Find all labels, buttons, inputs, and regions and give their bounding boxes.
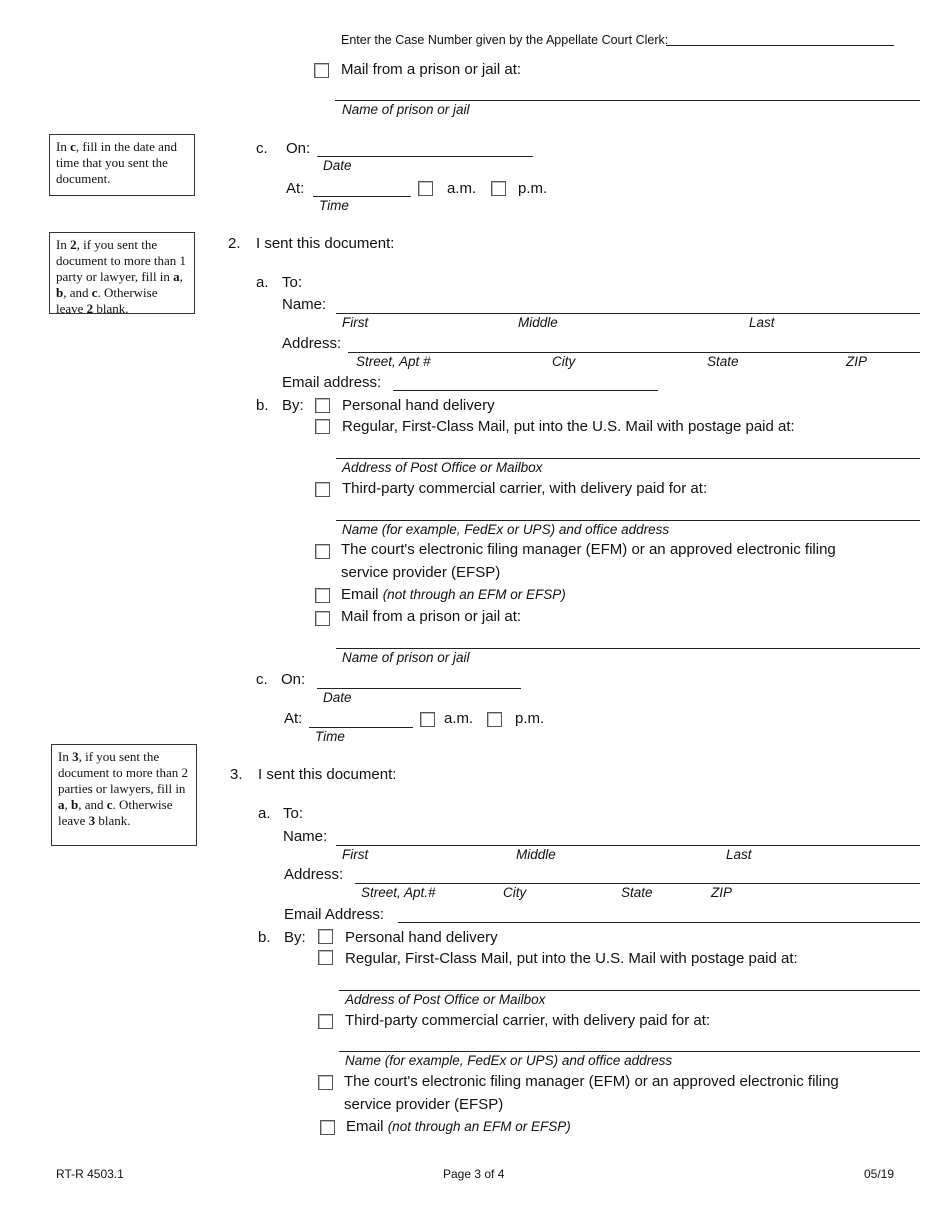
s2-po-address-input[interactable] bbox=[336, 458, 920, 459]
s2-b-letter: b. bbox=[256, 397, 269, 414]
section-3-heading: I sent this document: bbox=[258, 766, 397, 783]
s3-address-input[interactable] bbox=[355, 883, 920, 884]
s2-third-party-checkbox[interactable] bbox=[315, 482, 330, 497]
s2-po-caption: Address of Post Office or Mailbox bbox=[342, 460, 543, 475]
s2-email-checkbox[interactable] bbox=[315, 588, 330, 603]
s2-email-label: Email address: bbox=[282, 374, 382, 391]
s2-time-caption: Time bbox=[315, 729, 345, 744]
s2-third-party-label: Third-party commercial carrier, with delivery paid for at: bbox=[342, 480, 708, 497]
s3-state-caption: State bbox=[621, 885, 653, 900]
s3-third-party-checkbox[interactable] bbox=[318, 1014, 333, 1029]
mail-prison-checkbox[interactable] bbox=[314, 63, 329, 78]
item-c-letter: c. bbox=[256, 140, 268, 157]
s2-personal-label: Personal hand delivery bbox=[342, 397, 495, 414]
s2-carrier-input[interactable] bbox=[336, 520, 920, 521]
s2-address-input[interactable] bbox=[348, 352, 920, 353]
s3-name-input[interactable] bbox=[336, 845, 920, 846]
note-section-c: In c, fill in the date and time that you sent the document. bbox=[49, 134, 195, 196]
s3-email-checkbox[interactable] bbox=[320, 1120, 335, 1135]
s3-email-input[interactable] bbox=[398, 922, 920, 923]
s2-city-caption: City bbox=[552, 354, 576, 369]
s2-zip-caption: ZIP bbox=[846, 354, 868, 369]
s2-first-caption: First bbox=[342, 315, 369, 330]
s3-email-label: Email Address: bbox=[284, 906, 385, 923]
s2-am-label: a.m. bbox=[444, 710, 474, 727]
s3-po-address-input[interactable] bbox=[339, 990, 920, 991]
s3-personal-checkbox[interactable] bbox=[318, 929, 333, 944]
s2-regular-mail-checkbox[interactable] bbox=[315, 419, 330, 434]
section-2-heading: I sent this document: bbox=[256, 235, 395, 252]
time-caption: Time bbox=[319, 198, 349, 213]
s2-to-label: To: bbox=[282, 274, 303, 291]
s2-name-label: Name: bbox=[282, 296, 327, 313]
case-number-input[interactable] bbox=[666, 45, 894, 46]
s2-a-letter: a. bbox=[256, 274, 269, 291]
s3-b-letter: b. bbox=[258, 929, 271, 946]
s3-first-caption: First bbox=[342, 847, 369, 862]
s3-zip-caption: ZIP bbox=[711, 885, 733, 900]
s3-efm-label-line2: service provider (EFSP) bbox=[344, 1096, 504, 1113]
s2-pm-label: p.m. bbox=[515, 710, 545, 727]
prison-name-input[interactable] bbox=[335, 100, 920, 101]
at-label: At: bbox=[286, 180, 305, 197]
s2-mail-prison-label: Mail from a prison or jail at: bbox=[341, 608, 522, 625]
s3-to-label: To: bbox=[283, 805, 304, 822]
footer-date: 05/19 bbox=[864, 1167, 895, 1181]
s3-carrier-caption: Name (for example, FedEx or UPS) and office address bbox=[345, 1053, 673, 1068]
s3-personal-label: Personal hand delivery bbox=[345, 929, 498, 946]
s3-regular-mail-checkbox[interactable] bbox=[318, 950, 333, 965]
s3-city-caption: City bbox=[503, 885, 527, 900]
s3-street-caption: Street, Apt.# bbox=[361, 885, 436, 900]
am-checkbox[interactable] bbox=[418, 181, 433, 196]
case-number-label: Enter the Case Number given by the Appellate Court Clerk: bbox=[341, 33, 669, 47]
s2-email-input[interactable] bbox=[393, 390, 658, 391]
s2-personal-checkbox[interactable] bbox=[315, 398, 330, 413]
s3-last-caption: Last bbox=[726, 847, 752, 862]
s2-street-caption: Street, Apt # bbox=[356, 354, 431, 369]
pm-checkbox[interactable] bbox=[491, 181, 506, 196]
s2-on-label: On: bbox=[281, 671, 306, 688]
section-2-number: 2. bbox=[228, 235, 241, 252]
s2-name-input[interactable] bbox=[336, 313, 920, 314]
s2-middle-caption: Middle bbox=[518, 315, 558, 330]
s3-po-caption: Address of Post Office or Mailbox bbox=[345, 992, 546, 1007]
date-input[interactable] bbox=[317, 156, 533, 157]
s2-email-option: Email (not through an EFM or EFSP) bbox=[341, 586, 566, 603]
s3-email-option: Email (not through an EFM or EFSP) bbox=[346, 1118, 571, 1135]
note-section-2: In 2, if you sent the document to more than 1 party or lawyer, fill in a, b, and c. Otherwise leave 2 blank. bbox=[49, 232, 195, 314]
s2-efm-checkbox[interactable] bbox=[315, 544, 330, 559]
s2-mail-prison-checkbox[interactable] bbox=[315, 611, 330, 626]
mail-prison-label: Mail from a prison or jail at: bbox=[341, 61, 522, 78]
s2-efm-label-line2: service provider (EFSP) bbox=[341, 564, 501, 581]
s2-at-label: At: bbox=[284, 710, 303, 727]
on-label: On: bbox=[286, 140, 311, 157]
note-section-3: In 3, if you sent the document to more than 2 parties or lawyers, fill in a, b, and c. Otherwise leave 3 blank. bbox=[51, 744, 197, 846]
s2-time-input[interactable] bbox=[309, 727, 413, 728]
s2-by-label: By: bbox=[282, 397, 304, 414]
s2-c-letter: c. bbox=[256, 671, 268, 688]
s3-carrier-input[interactable] bbox=[339, 1051, 920, 1052]
s3-regular-mail-label: Regular, First-Class Mail, put into the U.S. Mail with postage paid at: bbox=[345, 950, 798, 967]
s2-last-caption: Last bbox=[749, 315, 775, 330]
s2-am-checkbox[interactable] bbox=[420, 712, 435, 727]
s3-middle-caption: Middle bbox=[516, 847, 556, 862]
prison-caption: Name of prison or jail bbox=[342, 102, 470, 117]
s2-prison-name-input[interactable] bbox=[336, 648, 920, 649]
s3-name-label: Name: bbox=[283, 828, 328, 845]
s2-state-caption: State bbox=[707, 354, 739, 369]
s3-efm-label-line1: The court's electronic filing manager (EFM) or an approved electronic filing bbox=[344, 1073, 839, 1090]
s2-prison-caption: Name of prison or jail bbox=[342, 650, 470, 665]
footer-page-number: Page 3 of 4 bbox=[443, 1167, 505, 1181]
s2-address-label: Address: bbox=[282, 335, 342, 352]
section-3-number: 3. bbox=[230, 766, 243, 783]
s3-by-label: By: bbox=[284, 929, 306, 946]
s2-efm-label-line1: The court's electronic filing manager (EFM) or an approved electronic filing bbox=[341, 541, 836, 558]
s2-regular-mail-label: Regular, First-Class Mail, put into the U.S. Mail with postage paid at: bbox=[342, 418, 795, 435]
footer-form-id: RT-R 4503.1 bbox=[56, 1167, 124, 1181]
s3-efm-checkbox[interactable] bbox=[318, 1075, 333, 1090]
s3-address-label: Address: bbox=[284, 866, 344, 883]
s2-date-input[interactable] bbox=[317, 688, 521, 689]
s3-third-party-label: Third-party commercial carrier, with delivery paid for at: bbox=[345, 1012, 711, 1029]
time-input[interactable] bbox=[313, 196, 411, 197]
s2-pm-checkbox[interactable] bbox=[487, 712, 502, 727]
s3-a-letter: a. bbox=[258, 805, 271, 822]
s2-date-caption: Date bbox=[323, 690, 352, 705]
am-label: a.m. bbox=[447, 180, 477, 197]
s2-carrier-caption: Name (for example, FedEx or UPS) and office address bbox=[342, 522, 670, 537]
date-caption: Date bbox=[323, 158, 352, 173]
pm-label: p.m. bbox=[518, 180, 548, 197]
